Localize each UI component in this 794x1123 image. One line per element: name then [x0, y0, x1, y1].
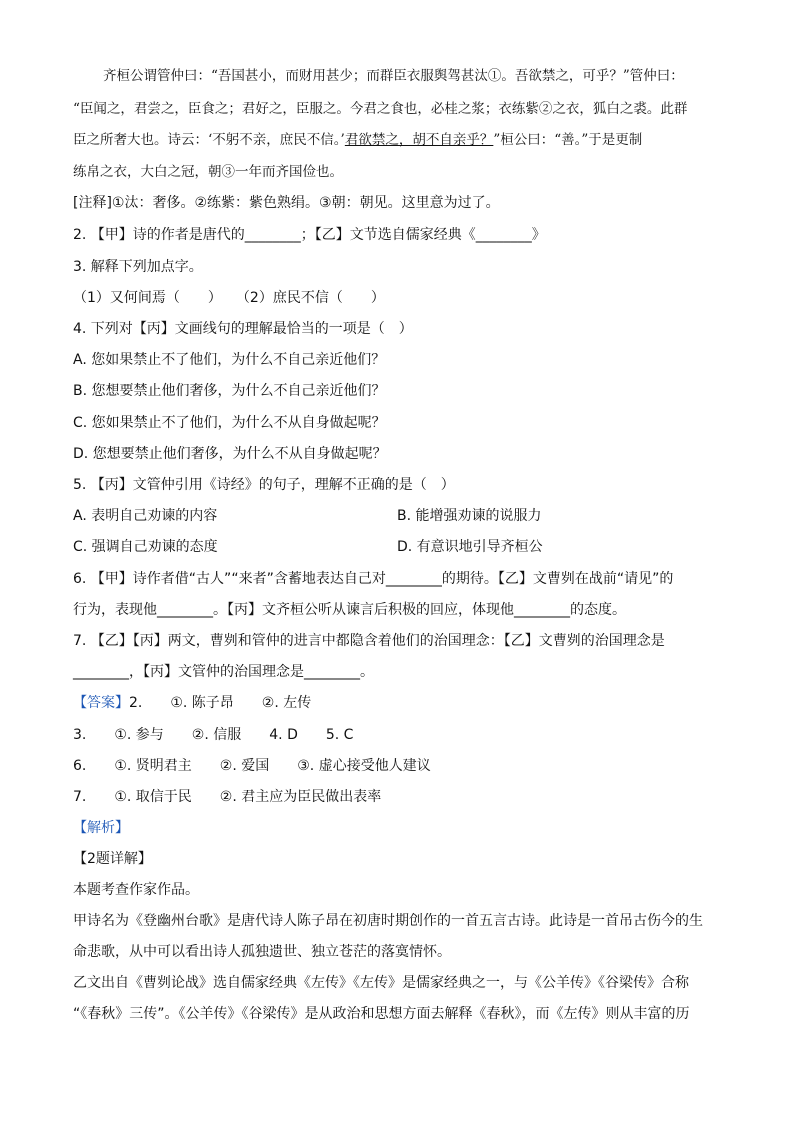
question-4: 4. 下列对【丙】文画线句的理解最恰当的一项是（ ）	[73, 321, 413, 337]
question-5-option-b: B. 能增强劝谏的说服力	[397, 508, 542, 524]
passage-line-4: 练帛之衣，大白之冠，朝③一年而齐国俭也。	[73, 164, 343, 180]
question-5-options-row-2	[73, 537, 724, 557]
question-2: 2. 【甲】诗的作者是唐代的________；【乙】文节选自儒家经典《________》	[73, 227, 546, 243]
analysis-label: 【解析】	[73, 820, 129, 836]
answer-3: 3. ①. 参与 ②. 信服 4. D 5. C	[73, 727, 354, 743]
question-5-option-c: C. 强调自己劝谏的态度	[73, 539, 218, 555]
question-5-option-d: D. 有意识地引导齐桓公	[397, 539, 543, 555]
answer-6: 6. ①. 贤明君主 ②. 爱国 ③. 虚心接受他人建议	[73, 758, 431, 774]
passage-line-2: “臣闻之，君尝之，臣食之；君好之，臣服之。今君之食也，必桂之浆；衣练紫②之衣，狐白之裘。此群	[73, 101, 688, 117]
passage-line-3-start: 臣之所奢大也。诗云：‘不躬不亲，庶民不信。’	[73, 132, 345, 148]
passage-line-1: 齐桓公谓管仲曰：“吾国甚小，而财用甚少；而群臣衣服舆驾甚汰①。吾欲禁之，可乎？”管仲曰：	[103, 68, 684, 84]
question-5-option-a: A. 表明自己劝谏的内容	[73, 508, 218, 524]
answer-2-row	[73, 693, 724, 713]
question-6-line-1: 6. 【甲】诗作者借“古人”“来者”含蓄地表达自己对________的期待。【乙】文曹刿在战前“请见”的	[73, 571, 674, 587]
question-4-option-a: A. 您如果禁止不了他们，为什么不自己亲近他们？	[73, 352, 386, 368]
notes: [注释]①汰：奢侈。②练紫：紫色熟绢。③朝：朝见。这里意为过了。	[73, 195, 500, 211]
question-4-option-c: C. 您如果禁止不了他们，为什么不从自身做起呢？	[73, 415, 386, 431]
answer-label: 【答案】	[73, 695, 129, 711]
question-3: 3. 解释下列加点字。	[73, 259, 203, 275]
passage-line-3	[73, 130, 724, 150]
answer-7: 7. ①. 取信于民 ②. 君主应为臣民做出表率	[73, 789, 382, 805]
question-7-line-1: 7. 【乙】【丙】两文，曹刿和管仲的进言中都隐含着他们的治国理念：【乙】文曹刿的治国理念是	[73, 633, 665, 649]
question-5: 5. 【丙】文管仲引用《诗经》的句子，理解不正确的是（ ）	[73, 477, 455, 493]
question-4-option-b: B. 您想要禁止他们奢侈，为什么不自己亲近他们？	[73, 383, 386, 399]
analysis-paragraph-1: 本题考查作家作品。	[73, 882, 199, 898]
analysis-subheading: 【2题详解】	[73, 851, 152, 867]
analysis-paragraph-3-line-1: 乙文出自《曹刿论战》选自儒家经典《左传》《左传》是儒家经典之一，与《公羊传》《谷梁传》合称	[73, 975, 689, 991]
question-5-options-row-1	[73, 506, 724, 526]
answer-2: 2. ①. 陈子昂 ②. 左传	[129, 695, 312, 711]
passage-line-3-end: ”桓公曰：“善。”于是更制	[493, 132, 643, 148]
question-7-line-2: ________，【丙】文管仲的治国理念是________。	[73, 664, 374, 680]
analysis-paragraph-3-line-2: “《春秋》三传”。《公羊传》《谷梁传》是从政治和思想方面去解释《春秋》，而《左传》则从丰富的历	[73, 1006, 690, 1022]
question-3-items: （1）又何间焉（ ） （2）庶民不信（ ）	[73, 290, 385, 306]
question-6-line-2: 行为，表现他________。【丙】文齐桓公听从谏言后积极的回应，体现他________的态度。	[73, 602, 626, 618]
question-4-option-d: D. 您想要禁止他们奢侈，为什么不从自身做起呢？	[73, 446, 387, 462]
analysis-paragraph-2-line-1: 甲诗名为《登幽州台歌》是唐代诗人陈子昂在初唐时期创作的一首五言古诗。此诗是一首吊古伤今的生	[73, 913, 703, 929]
analysis-paragraph-2-line-2: 命悲歌，从中可以看出诗人孤独遗世、独立苍茫的落寞情怀。	[73, 944, 451, 960]
underlined-sentence: 君欲禁之，胡不自亲乎？	[344, 132, 494, 148]
